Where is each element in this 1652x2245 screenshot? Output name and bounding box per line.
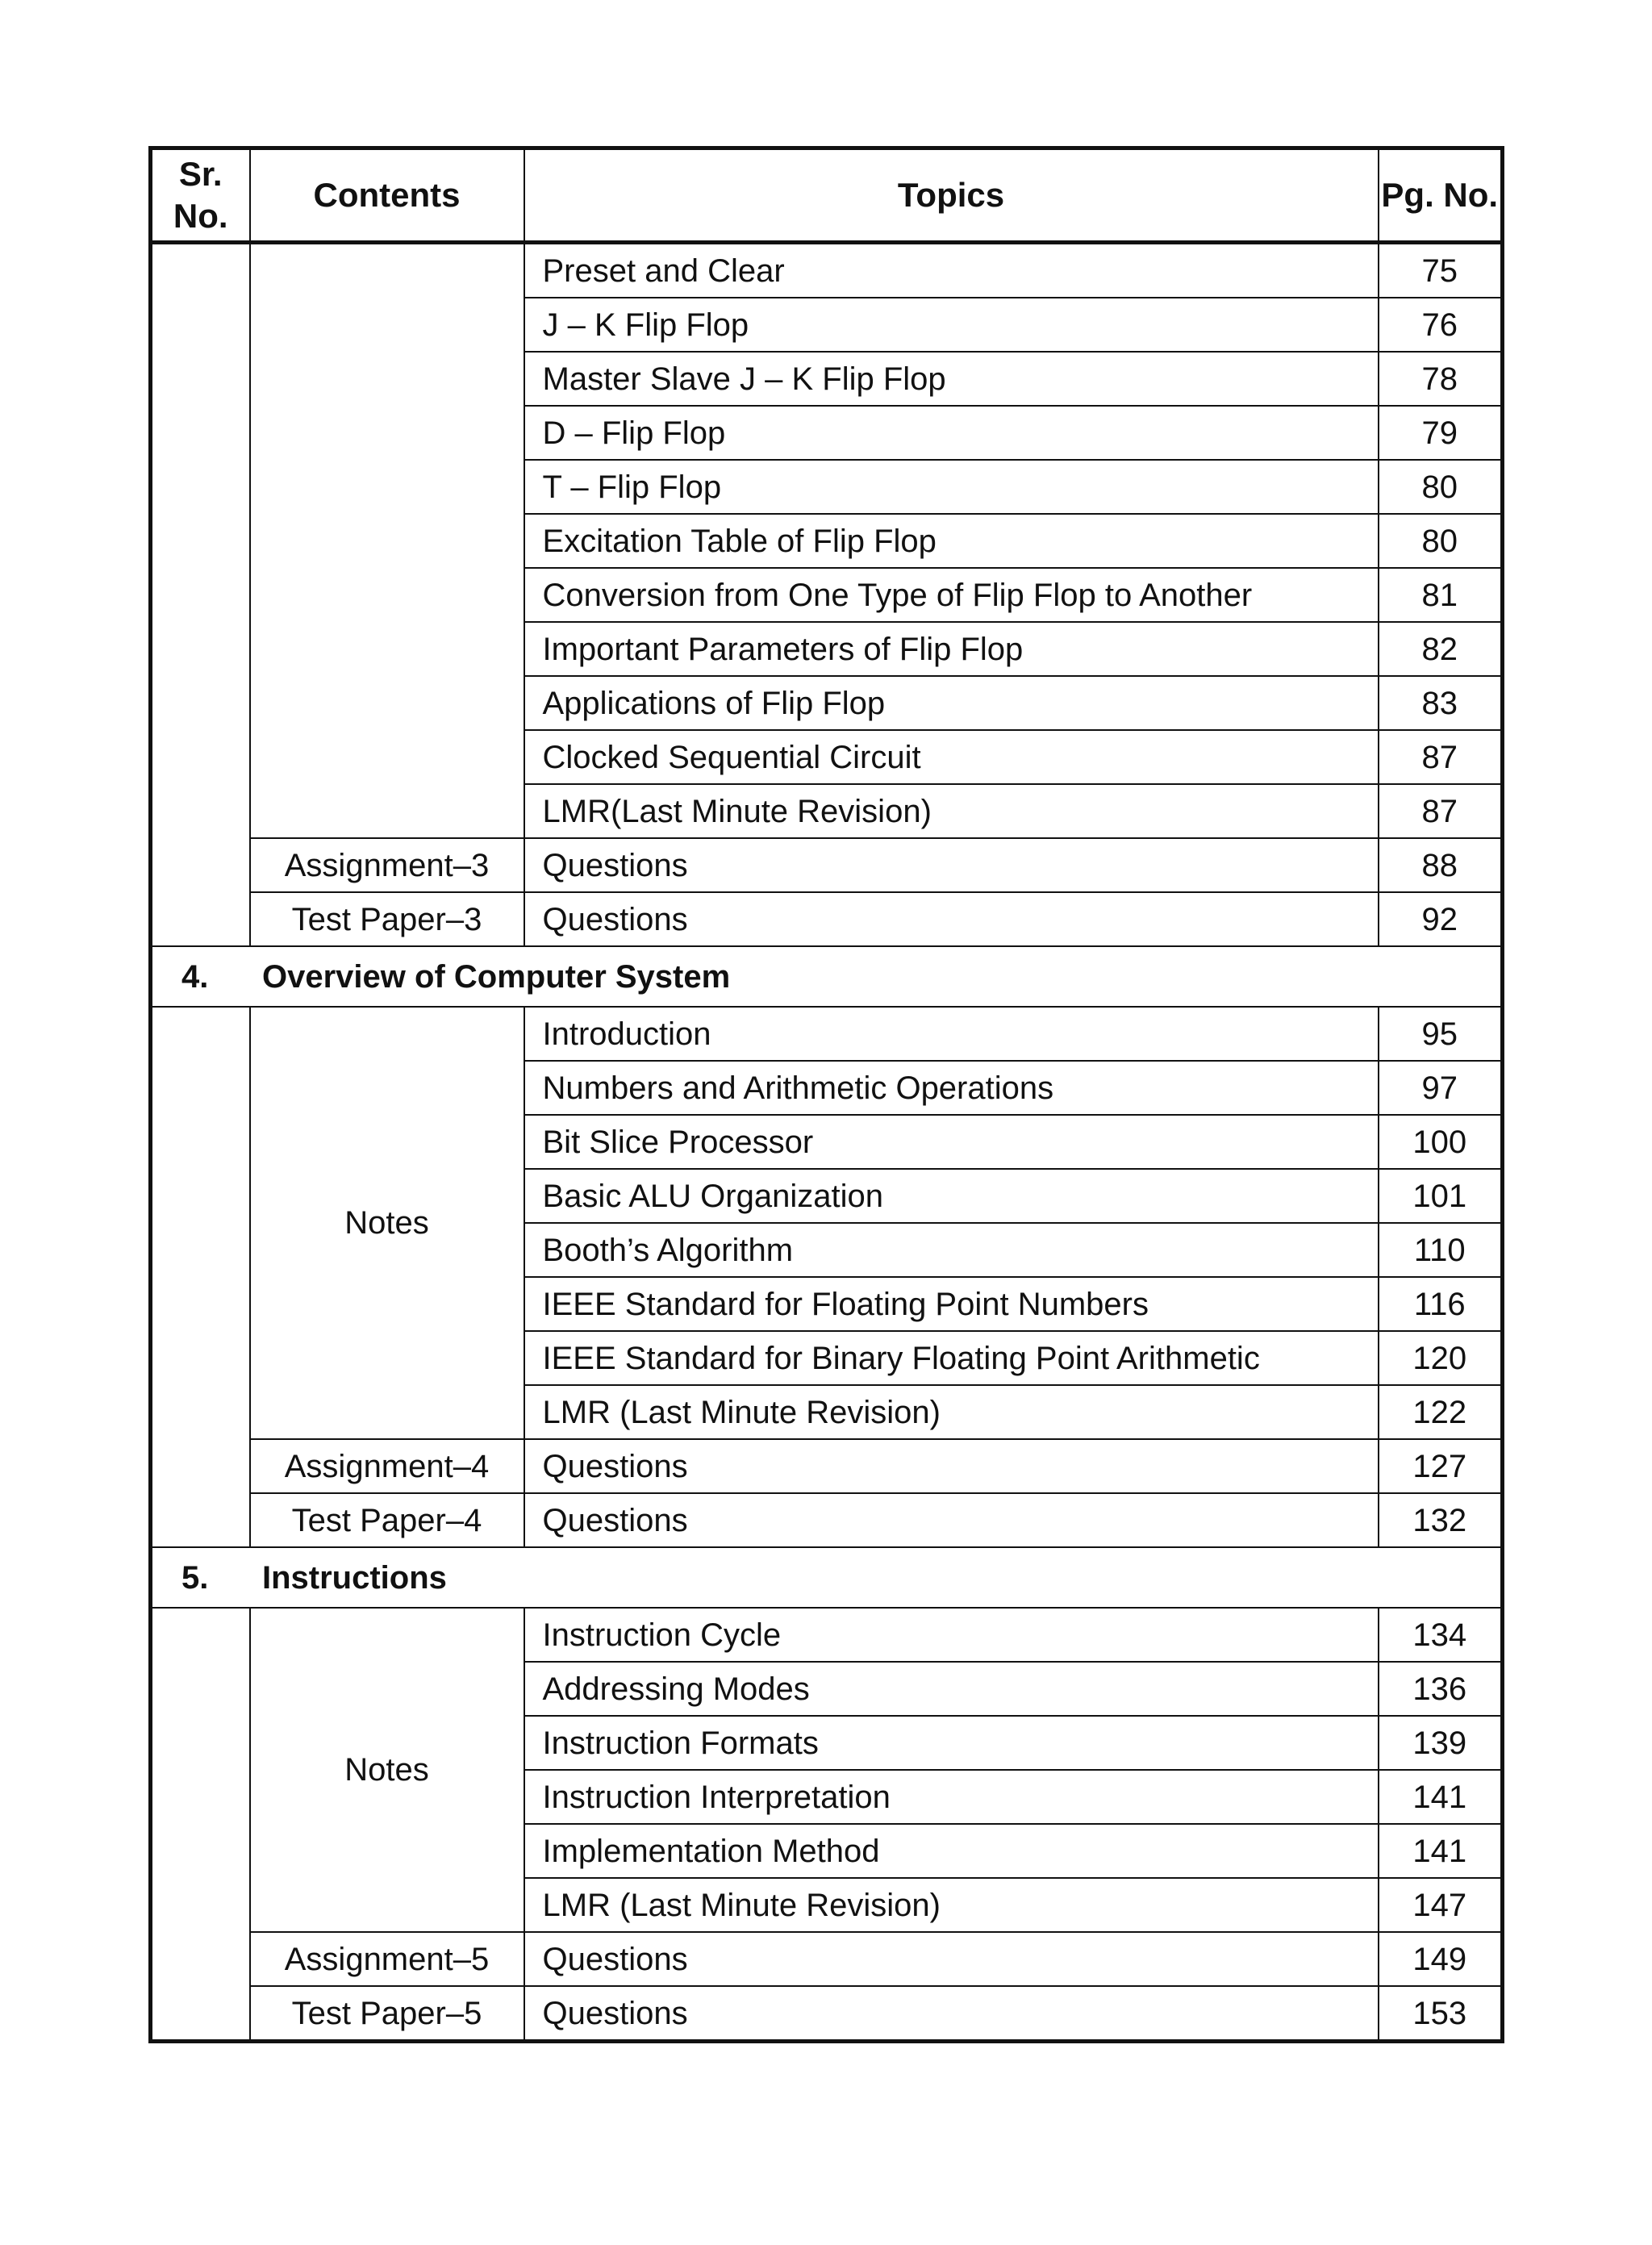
section-heading <box>151 1547 1503 1608</box>
topic-cell: Bit Slice Processor <box>524 1115 1379 1169</box>
section-number: 5. <box>181 1559 209 1596</box>
header-contents: Contents <box>250 148 524 243</box>
page-cell: 120 <box>1379 1331 1503 1385</box>
header-row <box>151 148 1503 243</box>
test-paper-label: Test Paper–4 <box>250 1493 524 1547</box>
page-cell: 83 <box>1379 676 1503 730</box>
page-cell: 95 <box>1379 1007 1503 1061</box>
header-topics: Topics <box>524 148 1379 243</box>
header-pg-no: Pg. No. <box>1379 148 1503 243</box>
topic-cell: LMR (Last Minute Revision) <box>524 1385 1379 1439</box>
page-cell: 116 <box>1379 1277 1503 1331</box>
page-cell: 134 <box>1379 1608 1503 1662</box>
notes-cell: Notes <box>250 1608 524 1932</box>
page-cell: 149 <box>1379 1932 1503 1986</box>
topic-cell: Excitation Table of Flip Flop <box>524 514 1379 568</box>
page-cell: 81 <box>1379 568 1503 622</box>
topic-cell: Questions <box>524 1932 1379 1986</box>
page-cell: 75 <box>1379 243 1503 298</box>
assignment-row <box>151 838 1503 892</box>
assignment-row <box>151 1932 1503 1986</box>
page-cell: 76 <box>1379 298 1503 352</box>
page-cell: 136 <box>1379 1662 1503 1716</box>
page-cell: 122 <box>1379 1385 1503 1439</box>
table-row <box>151 1007 1503 1061</box>
topic-cell: Questions <box>524 892 1379 946</box>
topic-cell: Introduction <box>524 1007 1379 1061</box>
topic-cell: Questions <box>524 1986 1379 2042</box>
topic-cell: Applications of Flip Flop <box>524 676 1379 730</box>
topic-cell: LMR (Last Minute Revision) <box>524 1878 1379 1932</box>
topic-cell: Questions <box>524 1439 1379 1493</box>
test-paper-row <box>151 892 1503 946</box>
topic-cell: Basic ALU Organization <box>524 1169 1379 1223</box>
page-cell: 79 <box>1379 406 1503 460</box>
table-row <box>151 243 1503 298</box>
page-cell: 87 <box>1379 730 1503 784</box>
topic-cell: Implementation Method <box>524 1824 1379 1878</box>
page-cell: 100 <box>1379 1115 1503 1169</box>
topic-cell: Master Slave J – K Flip Flop <box>524 352 1379 406</box>
topic-cell: LMR(Last Minute Revision) <box>524 784 1379 838</box>
page-cell: 82 <box>1379 622 1503 676</box>
topic-cell: J – K Flip Flop <box>524 298 1379 352</box>
page-cell: 80 <box>1379 460 1503 514</box>
sr-no-cell <box>151 1007 250 1547</box>
page-cell: 127 <box>1379 1439 1503 1493</box>
notes-cell <box>250 243 524 839</box>
topic-cell: IEEE Standard for Binary Floating Point Arithmetic <box>524 1331 1379 1385</box>
notes-cell: Notes <box>250 1007 524 1439</box>
assignment-label: Assignment–4 <box>250 1439 524 1493</box>
topic-cell: Questions <box>524 1493 1379 1547</box>
topic-cell: Conversion from One Type of Flip Flop to Another <box>524 568 1379 622</box>
section-heading <box>151 946 1503 1007</box>
topic-cell: Addressing Modes <box>524 1662 1379 1716</box>
test-paper-row <box>151 1986 1503 2042</box>
test-paper-label: Test Paper–5 <box>250 1986 524 2042</box>
section-title: Overview of Computer System <box>262 958 731 995</box>
section-title: Instructions <box>262 1559 447 1596</box>
test-paper-label: Test Paper–3 <box>250 892 524 946</box>
page-cell: 110 <box>1379 1223 1503 1277</box>
assignment-label: Assignment–3 <box>250 838 524 892</box>
table-row <box>151 1608 1503 1662</box>
page-cell: 88 <box>1379 838 1503 892</box>
topic-cell: Numbers and Arithmetic Operations <box>524 1061 1379 1115</box>
page-cell: 101 <box>1379 1169 1503 1223</box>
topic-cell: T – Flip Flop <box>524 460 1379 514</box>
assignment-label: Assignment–5 <box>250 1932 524 1986</box>
table-of-contents <box>148 146 1504 2043</box>
page-cell: 78 <box>1379 352 1503 406</box>
page-cell: 92 <box>1379 892 1503 946</box>
topic-cell: Instruction Formats <box>524 1716 1379 1770</box>
page-cell: 87 <box>1379 784 1503 838</box>
section-number: 4. <box>181 958 209 995</box>
page-cell: 153 <box>1379 1986 1503 2042</box>
section-heading-row <box>151 946 1503 1007</box>
topic-cell: Booth’s Algorithm <box>524 1223 1379 1277</box>
sr-no-cell <box>151 1608 250 2042</box>
sr-no-cell <box>151 243 250 947</box>
topic-cell: Questions <box>524 838 1379 892</box>
topic-cell: Instruction Interpretation <box>524 1770 1379 1824</box>
section-heading-row <box>151 1547 1503 1608</box>
topic-cell: IEEE Standard for Floating Point Numbers <box>524 1277 1379 1331</box>
topic-cell: Clocked Sequential Circuit <box>524 730 1379 784</box>
assignment-row <box>151 1439 1503 1493</box>
topic-cell: D – Flip Flop <box>524 406 1379 460</box>
topic-cell: Instruction Cycle <box>524 1608 1379 1662</box>
page-cell: 147 <box>1379 1878 1503 1932</box>
page-cell: 141 <box>1379 1824 1503 1878</box>
page-cell: 80 <box>1379 514 1503 568</box>
page-cell: 139 <box>1379 1716 1503 1770</box>
page-cell: 97 <box>1379 1061 1503 1115</box>
topic-cell: Important Parameters of Flip Flop <box>524 622 1379 676</box>
page-cell: 141 <box>1379 1770 1503 1824</box>
page-cell: 132 <box>1379 1493 1503 1547</box>
topic-cell: Preset and Clear <box>524 243 1379 298</box>
header-sr-no: Sr. No. <box>151 148 250 243</box>
test-paper-row <box>151 1493 1503 1547</box>
